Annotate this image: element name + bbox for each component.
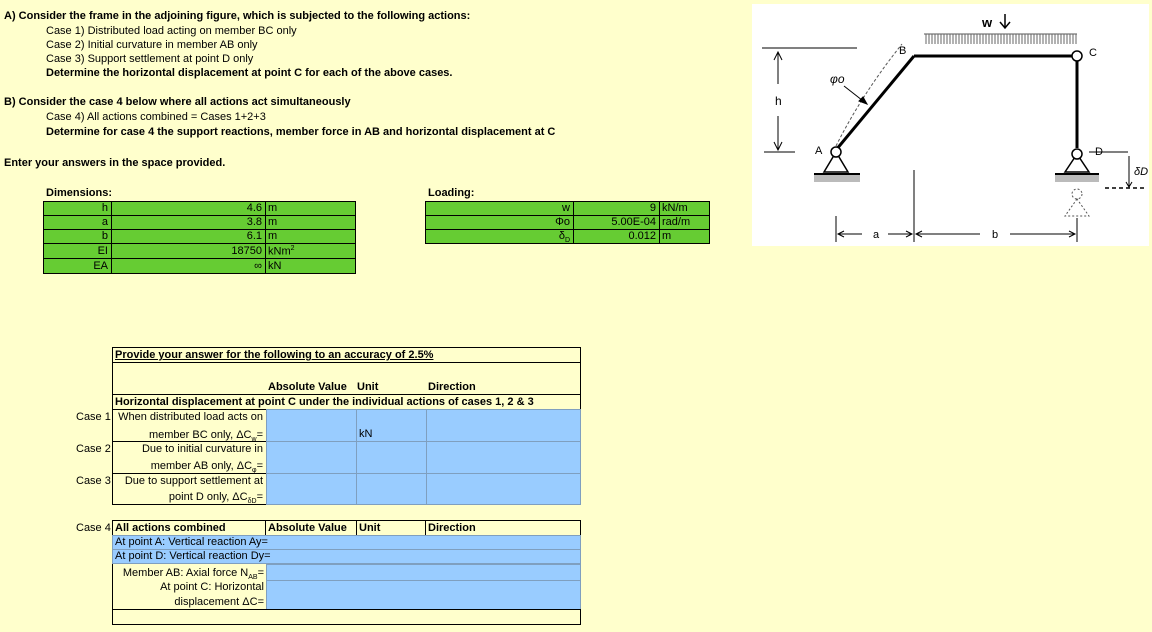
load-phi-unit: rad/m: [662, 216, 691, 228]
case4-label: Case 4: [76, 522, 111, 534]
case4-nab-label: Member AB: Axial force $N_{AB}=$: [122, 567, 264, 582]
dim-a-unit: m: [268, 216, 278, 228]
case4-dy-label: At point D: Vertical reaction Dy=: [115, 550, 271, 562]
load-delta-unit: m: [662, 230, 672, 242]
case3-line1: Due to support settlement at: [124, 475, 263, 487]
case2-description: Case 2) Initial curvature in member AB only: [46, 39, 258, 51]
dim-b-label: b: [101, 230, 108, 242]
h-label: h: [775, 94, 782, 108]
delta-label: δD: [1134, 166, 1149, 178]
case3-value-input[interactable]: [266, 473, 357, 505]
case1-line2: member BC only, $\Delta C_w=$: [148, 429, 263, 444]
frame-figure: [752, 4, 1149, 246]
case1-description: Case 1) Distributed load acting on member BC only: [46, 25, 297, 37]
phi-arrow-icon: [844, 86, 867, 104]
dim-h-value[interactable]: 4.6: [246, 202, 262, 214]
col-unit: Unit: [357, 381, 379, 393]
load-w-value[interactable]: 9: [649, 202, 656, 214]
case4-ay-label: At point A: Vertical reaction Ay=: [115, 536, 268, 548]
dim-ea-label: EA: [93, 260, 108, 272]
determine-a-text: Determine the horizontal displacement at point C for each of the above cases.: [46, 67, 453, 79]
frame-members: [836, 56, 1077, 150]
enter-answers-text: Enter your answers in the space provided.: [4, 157, 226, 169]
load-phi-label: Φo: [555, 216, 570, 228]
frame-diagram: [752, 4, 1149, 246]
case1-line1: When distributed load acts on: [118, 411, 263, 423]
dim-ea-value[interactable]: ∞: [254, 260, 262, 272]
part-b-heading: B) Consider the case 4 below where all actions act simultaneously: [4, 96, 351, 108]
phi-label: φo: [830, 72, 845, 86]
load-delta-value[interactable]: 0.012: [628, 230, 656, 242]
dim-ei-unit: kNm$^2$: [268, 245, 295, 258]
dim-ei-value[interactable]: 18750: [231, 245, 262, 257]
case4-dc-label2: displacement ΔC=: [174, 596, 264, 608]
case3-label: Case 3: [76, 475, 111, 487]
pin-support-a-icon: [824, 147, 848, 172]
hinge-c-icon: [1072, 51, 1082, 61]
b-label: b: [992, 229, 999, 241]
case4-col-unit: Unit: [359, 522, 381, 534]
case2-line2: member AB only, $\Delta C_\varphi=$: [150, 460, 263, 475]
case4-nab-input[interactable]: [266, 564, 581, 581]
load-w-label: w: [562, 202, 570, 214]
case4-title: All actions combined: [115, 522, 226, 534]
case4-col-abs: Absolute Value: [268, 522, 347, 534]
loading-title: Loading:: [428, 187, 475, 199]
answer-header: Provide your answer for the following to an accuracy of 2.5%: [115, 349, 434, 361]
case4-dc-input[interactable]: [266, 580, 581, 610]
dim-ei-label: EI: [97, 245, 108, 257]
delta-dimension: [1126, 156, 1132, 187]
down-arrow-icon: [1000, 14, 1010, 28]
col-absolute-value: Absolute Value: [268, 381, 347, 393]
node-b-label: B: [899, 45, 907, 57]
part-a-heading: A) Consider the frame in the adjoining figure, which is subjected to the following actions:: [4, 10, 471, 22]
dim-b-value[interactable]: 6.1: [246, 230, 262, 242]
node-d-label: D: [1095, 146, 1103, 158]
node-a-label: A: [815, 145, 823, 157]
col-direction: Direction: [428, 381, 476, 393]
case2-direction-input[interactable]: [426, 441, 581, 474]
dimensions-title: Dimensions:: [46, 187, 113, 199]
determine-b-text: Determine for case 4 the support reactions, member force in AB and horizontal displacement at C: [46, 126, 556, 138]
dim-a-value[interactable]: 3.8: [246, 216, 262, 228]
settled-support-icon: [1065, 189, 1089, 216]
case4-col-dir: Direction: [428, 522, 476, 534]
dim-a-label: a: [101, 216, 108, 228]
case1-value-input[interactable]: [266, 409, 357, 442]
case3-description: Case 3) Support settlement at point D only: [46, 53, 254, 65]
node-c-label: C: [1089, 47, 1097, 59]
dim-ea-unit: kN: [268, 260, 282, 272]
case1-label: Case 1: [76, 411, 111, 423]
case3-unit-input[interactable]: [356, 473, 427, 505]
case2-value-input[interactable]: [266, 441, 357, 474]
case3-line2: point D only, $\Delta C_{\delta D}=$: [168, 491, 263, 506]
case1-direction-input[interactable]: [426, 409, 581, 442]
section-title: Horizontal displacement at point C under the individual actions of cases 1, 2 & 3: [115, 396, 534, 408]
load-phi-value[interactable]: 5.00E-04: [611, 216, 656, 228]
load-delta-label: $\delta_D$: [558, 230, 570, 245]
case2-label: Case 2: [76, 443, 111, 455]
dim-h-unit: m: [268, 202, 278, 214]
case2-line1: Due to initial curvature in: [141, 443, 263, 455]
load-w-unit: kN/m: [662, 202, 688, 214]
case2-unit-input[interactable]: [356, 441, 427, 474]
dim-h-label: h: [101, 202, 108, 214]
pin-support-d-icon: [1065, 149, 1089, 172]
case3-direction-input[interactable]: [426, 473, 581, 505]
load-w-symbol: w: [982, 15, 993, 30]
case1-unit-text: kN: [359, 428, 373, 440]
a-label: a: [873, 229, 880, 241]
case4-description: Case 4) All actions combined = Cases 1+2+3: [46, 111, 266, 123]
dim-b-unit: m: [268, 230, 278, 242]
case4-dc-label1: At point C: Horizontal: [160, 581, 264, 593]
